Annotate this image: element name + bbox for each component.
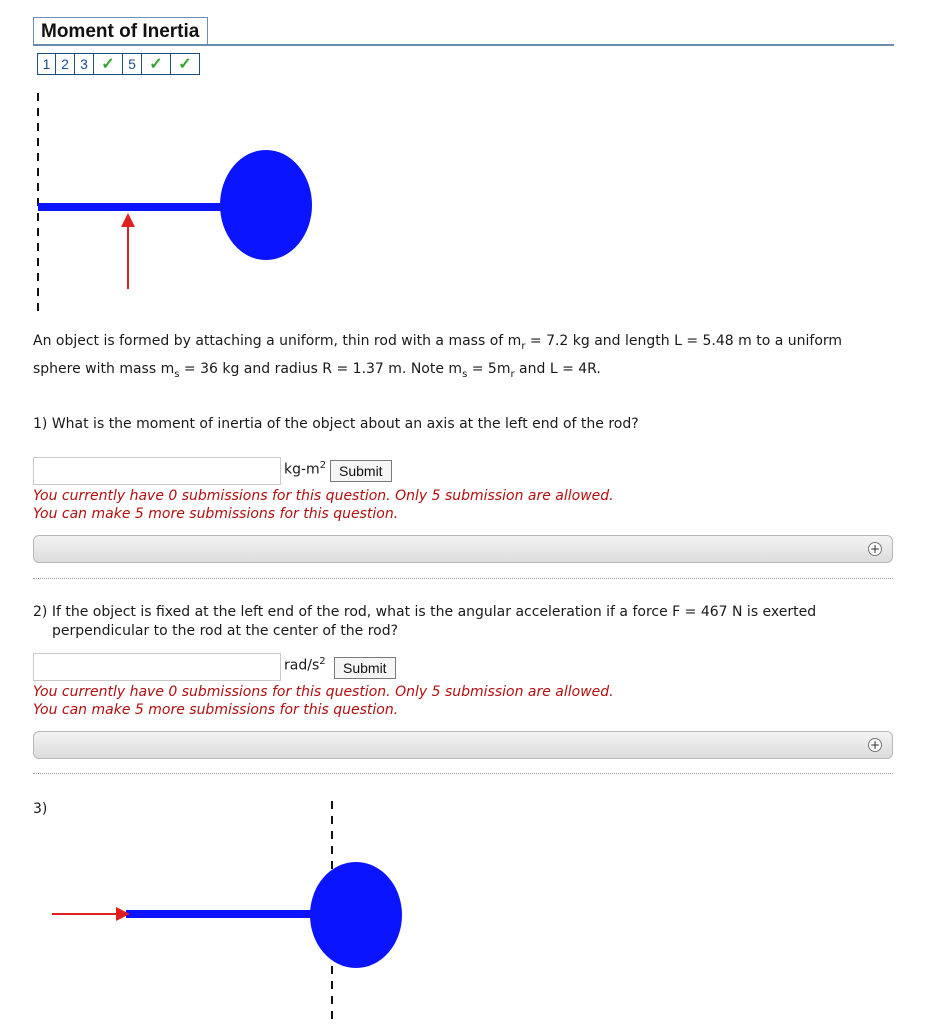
problem-statement: An object is formed by attaching a uniform, thin rod with a mass of $m_r = 7.2$ kg and length L = 5.48 m to a uniform sphere with mass $m_s = 36$ kg and radius R = 1.37 m. Note $m_s = 5m_r$ and L = 4R.: [33, 333, 843, 380]
unit-label-1: $kg-m^2$: [284, 460, 327, 478]
tab-6-completed-check-icon[interactable]: ✓: [142, 53, 171, 75]
submit-button-2[interactable]: Submit: [334, 657, 396, 679]
tab-2[interactable]: 2: [56, 53, 75, 75]
tab-1[interactable]: 1: [37, 53, 56, 75]
rod: [38, 203, 230, 211]
divider: [33, 578, 893, 579]
remaining-note-1: You can make 5 more submissions for this question.: [33, 506, 399, 522]
force-arrow-head: [116, 907, 130, 921]
question-2-text: 2) If the object is fixed at the left end of the rod, what is the angular acceleration if a force F = 467 N is exerted perpendicular to the rod at the center of the rod?: [33, 604, 817, 639]
rod: [126, 910, 326, 918]
problem-tabs: [37, 53, 200, 75]
divider: [33, 773, 893, 774]
submit-button-1[interactable]: Submit: [330, 460, 392, 482]
question-3-label: 3): [33, 801, 48, 817]
sphere: [310, 862, 402, 968]
tab-3[interactable]: 3: [75, 53, 94, 75]
submission-note-1: You currently have 0 submissions for this question. Only 5 submission are allowed.: [33, 488, 614, 504]
sphere: [220, 150, 312, 260]
figure-rod-sphere-1: [0, 85, 340, 325]
tab-5[interactable]: 5: [123, 53, 142, 75]
remaining-note-2: You can make 5 more submissions for this question.: [33, 702, 399, 718]
question-1-text: 1) What is the moment of inertia of the object about an axis at the left end of the rod?: [33, 416, 639, 432]
figure-rod-sphere-2: [40, 795, 420, 1024]
submission-note-2: You currently have 0 submissions for this question. Only 5 submission are allowed.: [33, 684, 614, 700]
unit-label-2: rad/$s^2$: [284, 656, 326, 674]
answer-input-2[interactable]: [33, 653, 281, 681]
plus-icon[interactable]: +: [869, 542, 881, 556]
plus-icon[interactable]: +: [869, 738, 881, 752]
title-divider: [33, 44, 894, 46]
tab-4-completed-check-icon[interactable]: ✓: [94, 53, 123, 75]
tab-7-completed-check-icon[interactable]: ✓: [171, 53, 200, 75]
hint-expander-2[interactable]: [33, 731, 893, 759]
hint-expander-1[interactable]: [33, 535, 893, 563]
answer-input-1[interactable]: [33, 457, 281, 485]
force-arrow-head: [121, 213, 135, 227]
page-title: Moment of Inertia: [33, 17, 208, 45]
